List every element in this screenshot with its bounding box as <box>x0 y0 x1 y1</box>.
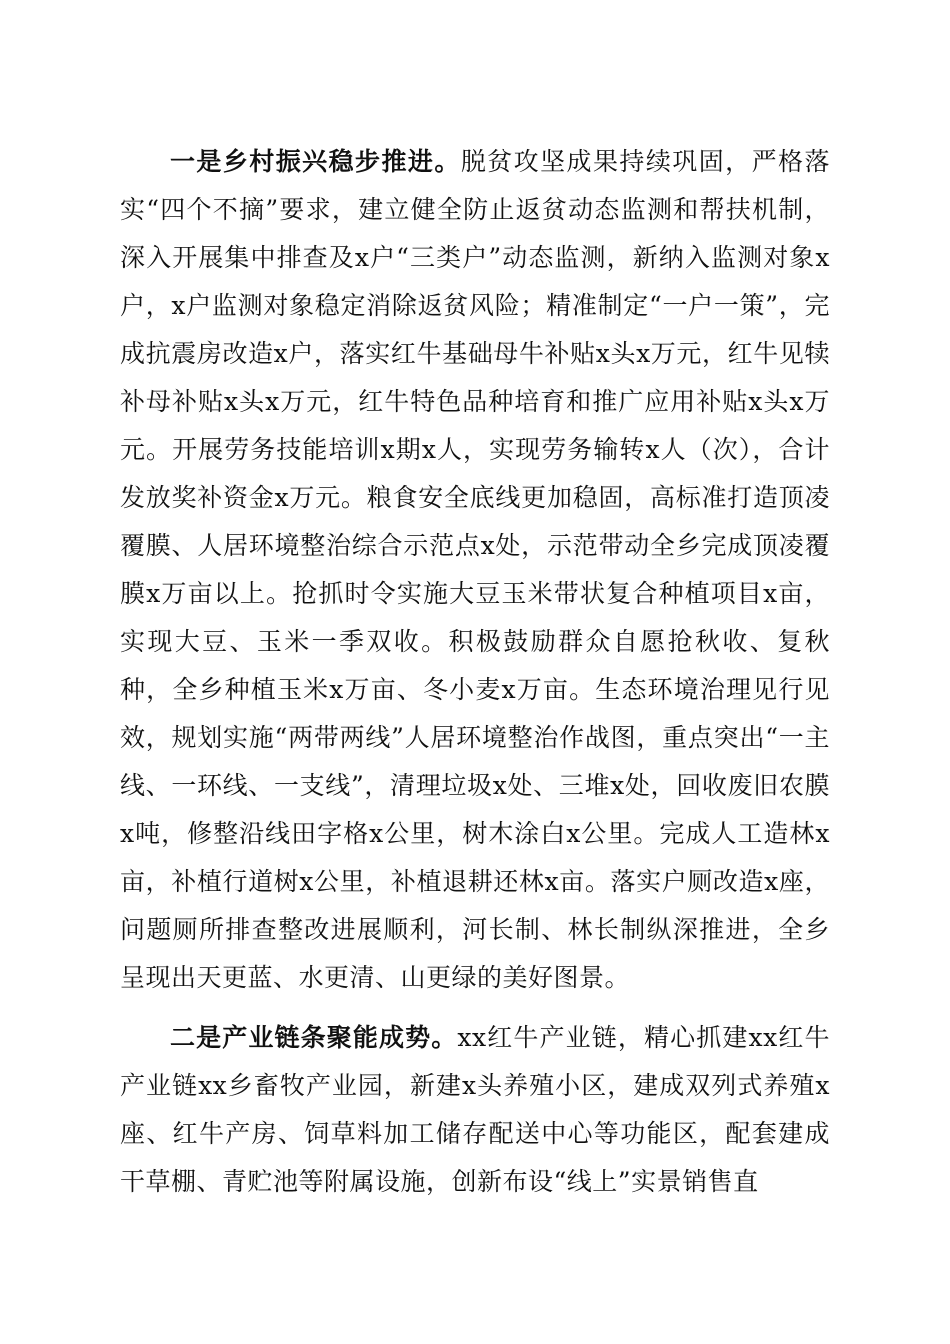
paragraph-body-text: 脱贫攻坚成果持续巩固，严格落实“四个不摘”要求，建立健全防止返贫动态监测和帮扶机制，深入开展集中排查及x户“三类户”动态监测，新纳入监测对象x户，x户监测对象稳定消除返贫风险；精准制定“一户一策”，完成抗震房改造x户，落实红牛基础母牛补贴x头x万元，红牛见犊补母补贴x头x万元，红牛特色品种培育和推广应用补贴x头x万元。开展劳务技能培训x期x人，实现劳务输转x人（次），合计发放奖补资金x万元。粮食安全底线更加稳固，高标准打造顶凌覆膜、人居环境整治综合示范点x处，示范带动全乡完成顶凌覆膜x万亩以上。抢抓时令实施大豆玉米带状复合种植项目x亩，实现大豆、玉米一季双收。积极鼓励群众自愿抢秋收、复秋种，全乡种植玉米x万亩、冬小麦x万亩。生态环境治理见行见效，规划实施“两带两线”人居环境整治作战图，重点突出“一主线、一环线、一支线”，清理垃圾x处、三堆x处，回收废旧农膜x吨，修整沿线田字格x公里，树木涂白x公里。完成人工造林x亩，补植行道树x公里，补植退耕还林x亩。落实户厕改造x座，问题厕所排查整改进展顺利，河长制、林长制纵深推进，全乡呈现出天更蓝、水更清、山更绿的美好图景。 <box>120 147 830 992</box>
document-page <box>120 138 830 1206</box>
paragraph-lead-heading: 一是乡村振兴稳步推进。 <box>170 147 461 176</box>
paragraph-body-text: xx红牛产业链，精心抓建xx红牛产业链xx乡畜牧产业园，新建x头养殖小区，建成双列式养殖x座、红牛产房、饲草料加工储存配送中心等功能区，配套建成干草棚、青贮池等附属设施，创新布设“线上”实景销售直 <box>120 1023 830 1196</box>
paragraph-lead-heading: 二是产业链条聚能成势。 <box>170 1023 458 1052</box>
paragraph-industry-chain <box>120 1014 830 1206</box>
paragraph-rural-revitalization <box>120 138 830 1002</box>
